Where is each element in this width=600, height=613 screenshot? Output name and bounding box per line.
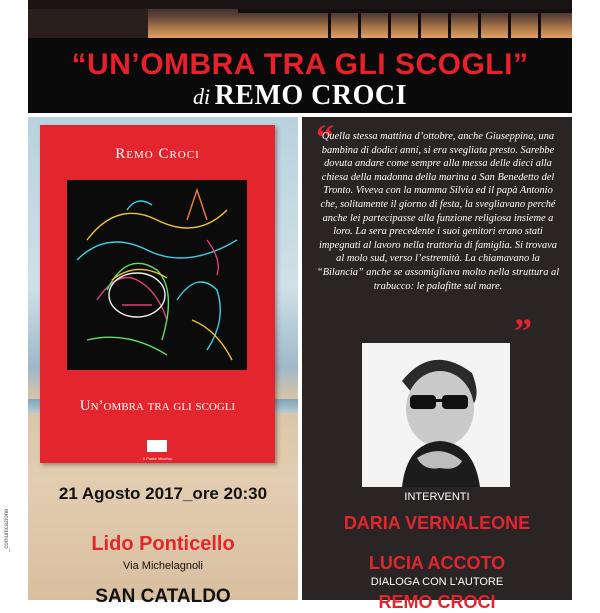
interventi-label: INTERVENTI [404, 491, 470, 503]
neon-portrait-artwork [67, 180, 247, 370]
byline-author: REMO CROCI [214, 80, 408, 111]
author-photo [362, 343, 510, 487]
event-date: 21 Agosto 2017_ore 20:30 [58, 484, 268, 503]
pier-silhouette [28, 0, 572, 38]
speaker-name: DARIA VERNALEONE [343, 513, 531, 533]
venue-city: SAN CATALDO [95, 586, 231, 607]
book-publisher: Il Ponte Vecchio [143, 456, 172, 461]
byline-prefix: di [192, 84, 211, 109]
dialogue-author-name: REMO CROCI [378, 592, 496, 612]
dialoga-label: DIALOGA CON L’AUTORE [370, 576, 504, 588]
speaker-name: LUCIA ACCOTO [368, 553, 506, 573]
event-title: “UN’OMBRA TRA GLI SCOGLI” [71, 48, 529, 81]
book-excerpt-quote: Quella stessa mattina d’ottobre, anche Giuseppina, una bambina di dodici anni, si era svegliata presto. Sarebbe dovuta andare come sempre alla messa delle dieci alla chiesa della madonna della marina a San Benedetto del Tronto. Viveva con la mamma Silvia ed il papà Antonio che, solitamente il giorno di festa, la svegliavano perché anche lei partecipasse alla funzione religiosa insieme a loro. La sera precedente i suoi genitori erano stati impegnati al lavoro nella trattoria di famiglia. Si trovava al molo sud, verso l’estremità. La chiamavano la “Bilancia” anche se assomigliava molto nella struttura al trabucco: le palafitte sul mare. [316, 131, 560, 292]
venue-name: Lido Ponticello [91, 533, 235, 555]
quote-open-mark: “ [316, 117, 334, 157]
book-cover [40, 125, 275, 463]
author-portrait [362, 343, 510, 487]
author-byline [28, 80, 572, 112]
quote-close-mark: ” [514, 311, 532, 351]
book-author: Remo Croci [115, 146, 200, 162]
header-banner [28, 0, 572, 113]
publisher-logo-icon [147, 440, 167, 452]
book-cover-artwork [67, 180, 247, 370]
side-credit: _comunicazione [4, 508, 10, 552]
venue-street: Via Michelagnoli [123, 560, 203, 572]
book-title: Un’ombra tra gli scogli [79, 398, 236, 414]
